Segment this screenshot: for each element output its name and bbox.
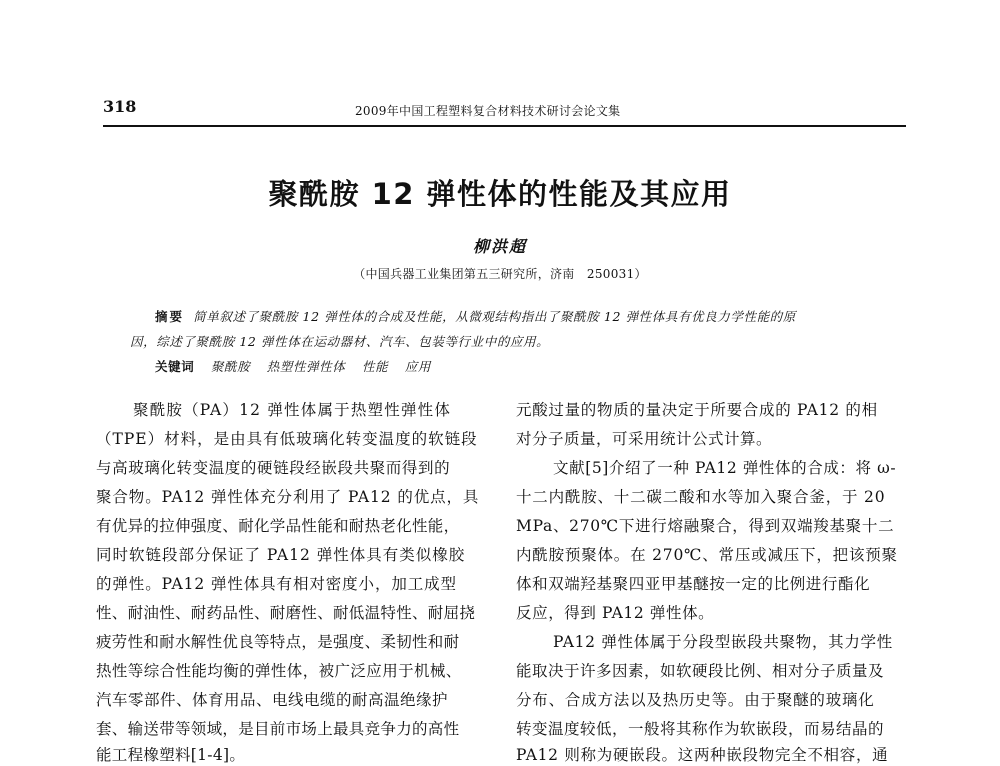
keywords-line: [155, 357, 431, 375]
abstract-text-2: 因，综述了聚酰胺 12 弹性体在运动器材、汽车、包装等行业中的应用。: [130, 334, 550, 349]
author-name: 柳洪超: [472, 237, 527, 256]
body-line: 有优异的拉伸强度、耐化学品性能和耐热老化性能，: [96, 517, 460, 535]
body-line: 性、耐油性、耐药品性、耐磨性、耐低温特性、耐屈挠: [96, 604, 476, 622]
keyword: 聚酰胺: [210, 359, 251, 374]
body-line: 疲劳性和耐水解性优良等特点，是强度、柔韧性和耐: [96, 633, 460, 651]
body-line: 内酰胺预聚体。在 270℃、常压或减压下，把该预聚: [516, 546, 898, 564]
body-line: PA12 则称为硬嵌段。这两种嵌段物完全不相容，通: [516, 746, 889, 764]
body-line: 文献[5]介绍了一种 PA12 弹性体的合成：将 ω-: [553, 459, 897, 477]
body-line: 体和双端羟基聚四亚甲基醚按一定的比例进行酯化: [516, 575, 871, 593]
keywords-label: 关键词: [155, 359, 195, 374]
paper-title: 聚酰胺 12 弹性体的性能及其应用: [268, 177, 732, 211]
body-line: 转变温度较低，一般将其称作为软嵌段，而易结晶的: [516, 720, 885, 738]
body-line: 元酸过量的物质的量决定于所要合成的 PA12 的相: [516, 401, 878, 419]
body-line: （TPE）材料，是由具有低玻璃化转变温度的软链段: [96, 430, 478, 448]
body-line: 能取决于许多因素，如软硬段比例、相对分子质量及: [516, 662, 885, 680]
keyword: 热塑性弹性体: [266, 359, 346, 374]
body-line: MPa、270℃下进行熔融聚合，得到双端羧基聚十二: [516, 517, 895, 535]
body-line: 聚酰胺（PA）12 弹性体属于热塑性弹性体: [133, 401, 452, 419]
body-line: 同时软链段部分保证了 PA12 弹性体具有类似橡胶: [96, 546, 466, 564]
body-line: 聚合物。PA12 弹性体充分利用了 PA12 的优点，具: [96, 488, 480, 506]
body-line: 分布、合成方法以及热历史等。由于聚醚的玻璃化: [516, 691, 875, 709]
body-line: 热性等综合性能均衡的弹性体，被广泛应用于机械、: [96, 662, 462, 680]
body-line: 反应，得到 PA12 弹性体。: [516, 604, 715, 622]
running-header: 2009年中国工程塑料复合材料技术研讨会论文集: [355, 104, 621, 118]
body-line: 十二内酰胺、十二碳二酸和水等加入聚合釜，于 20: [516, 488, 886, 506]
affiliation: （中国兵器工业集团第五三研究所，济南 250031）: [353, 267, 647, 281]
body-line: 能工程橡塑料[1-4]。: [96, 746, 246, 764]
abstract-label: 摘要: [155, 309, 185, 324]
body-line: PA12 弹性体属于分段型嵌段共聚物，其力学性: [553, 633, 893, 651]
header-rule: [103, 125, 906, 127]
keyword: 应用: [404, 359, 431, 374]
abstract-text-1: 简单叙述了聚酰胺 12 弹性体的合成及性能，从微观结构指出了聚酰胺 12 弹性体具有优良力学性能的原: [193, 309, 796, 324]
abstract-line-2: [130, 332, 549, 350]
keyword: 性能: [361, 359, 389, 374]
body-line: 汽车零部件、体育用品、电线电缆的耐高温绝缘护: [96, 691, 449, 709]
page-number: 318: [103, 97, 137, 116]
abstract-line-1: [155, 307, 796, 325]
body-line: 套、输送带等领域，是目前市场上最具竞争力的高性: [96, 720, 460, 738]
body-line: 对分子质量，可采用统计公式计算。: [516, 430, 773, 448]
body-line: 与高玻璃化转变温度的硬链段经嵌段共聚而得到的: [96, 459, 451, 477]
body-line: 的弹性。PA12 弹性体具有相对密度小，加工成型: [96, 575, 457, 593]
